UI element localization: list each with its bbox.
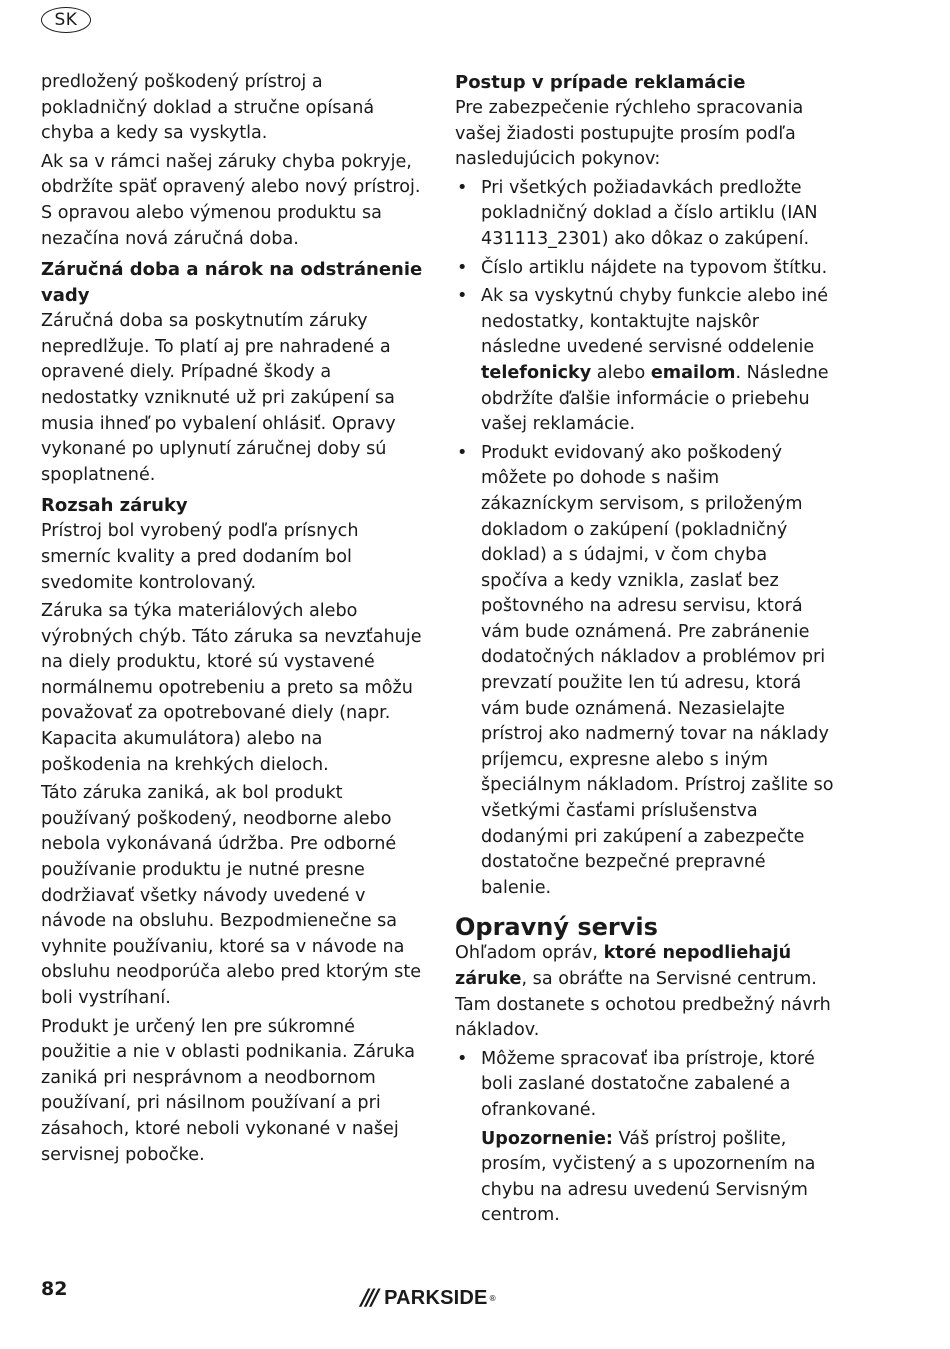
right-column: [455, 70, 835, 1232]
language-badge: [41, 7, 91, 33]
paragraph: Produkt je určený len pre súkromné použitie a nie v oblasti podnikania. Záruka zaniká pri nesprávnom a neodbornom používaní, pri násilnom používaní a pri zásahoch, ktoré neboli vykonané v našej servisnej pobočke.: [41, 1016, 416, 1165]
list-item: • Môžeme spracovať iba prístroje, ktoré boli zaslané dostatočne zabalené a ofrankované. Upozornenie: Váš prístroj pošlite, prosím, vyčistený a s upozornením na chybu na adresu uvedenú Servisným centrom.: [455, 1047, 835, 1229]
section-heading-repair-service: Opravný servis: [455, 913, 658, 942]
note: Upozornenie: Váš prístroj pošlite, prosím, vyčistený a s upozornením na chybu na adresu uvedenú Servisným centrom.: [481, 1128, 816, 1226]
brand-slashes-icon: ///: [361, 1285, 377, 1311]
paragraph: Ohľadom opráv, ktoré nepodliehajú záruke, sa obráťte na Servisné centrum. Tam dostanete s ochotou predbežný návrh nákladov.: [455, 943, 831, 1041]
language-code: SK: [54, 10, 78, 30]
emphasis: ktoré nepodliehajú záruke: [455, 943, 792, 989]
section-heading-claim-procedure: Postup v prípade reklamácie: [455, 72, 746, 93]
bullet-list: [455, 176, 835, 902]
paragraph: Záručná doba sa poskytnutím záruky nepredlžuje. To platí aj pre nahradené a opravené diely. Prípadné škody a nedostatky vzniknuté už pri zakúpení sa musia ihneď po vybalení ohlásiť. Opravy vykonané po uplynutí záručnej doby sú spoplatnené.: [41, 311, 396, 485]
paragraph: Záruka sa týka materiálových alebo výrobných chýb. Táto záruka sa nevzťahuje na diely produktu, ktoré sú vystavené normálnemu opotrebeniu a preto sa môžu považovať za opotrebované diely (napr. Kapacita akumulátora) alebo na poškodenia na krehkých dieloch.: [41, 601, 422, 775]
list-item: • Ak sa vyskytnú chyby funkcie alebo iné nedostatky, kontaktujte najskôr následne uvedené servisné oddelenie telefonicky alebo emailom. Následne obdržíte ďalšie informácie o priebehu vašej reklamácie.: [455, 284, 835, 438]
paragraph: Prístroj bol vyrobený podľa prísnych smerníc kvality a pred dodaním bol svedomite kontrolovaný.: [41, 521, 359, 593]
list-item: • Číslo artiklu nájdete na typovom štítku.: [455, 256, 835, 282]
brand-name: PARKSIDE: [384, 1286, 488, 1309]
bullet-list: [455, 1047, 835, 1229]
registered-mark: ®: [488, 1293, 497, 1303]
paragraph: Pre zabezpečenie rýchleho spracovania vašej žiadosti postupujte prosím podľa nasledujúcich pokynov:: [455, 98, 804, 170]
left-column: [41, 70, 423, 1171]
note-label: Upozornenie:: [481, 1128, 613, 1149]
emphasis-email: emailom: [650, 362, 736, 383]
paragraph: Táto záruka zaniká, ak bol produkt používaný poškodený, neodborne alebo nebola vykonávaná údržba. Pre odborné používanie produktu je nutné presne dodržiavať všetky návody uvedené v návode na obsluhu. Bezpodmienečne sa vyhnite používaniu, ktoré sa v návode na obsluhu neodporúča alebo pred ktorým ste boli vystríhaní.: [41, 783, 422, 1008]
list-item: • Produkt evidovaný ako poškodený môžete po dohode s našim zákazníckym servisom, s priloženým dokladom o zakúpení (pokladničný doklad) a s údajmi, v čom chyba spočíva a kedy vznikla, zaslať bez poštovného na adresu servisu, ktorá vám bude oznámená. Pre zabránenie dodatočných nákladov a problémov pri prevzatí použite len tú adresu, ktorá vám bude oznámená. Nezasielajte prístroj ako nadmerný tovar na náklady príjemcu, expresne alebo s iným špeciálnym nákladom. Prístroj zašlite so všetkými časťami príslušenstva dodanými pri zakúpení a zabezpečte dostatočne bezpečné prepravné balenie.: [455, 441, 835, 902]
page-number: 82: [41, 1278, 68, 1300]
paragraph: Ak sa v rámci našej záruky chyba pokryje, obdržíte späť opravený alebo nový prístroj. S opravou alebo výmenou produktu sa nezačína nová záručná doba.: [41, 151, 421, 249]
section-heading-warranty-period: Záručná doba a nárok na odstránenie vady: [41, 259, 423, 307]
list-item: • Pri všetkých požiadavkách predložte pokladničný doklad a číslo artiklu (IAN 431113_2301) ako dôkaz o zakúpení.: [455, 176, 835, 253]
brand-logo: [361, 1286, 497, 1310]
section-heading-warranty-scope: Rozsah záruky: [41, 495, 188, 517]
paragraph: predložený poškodený prístroj a pokladničný doklad a stručne opísaná chyba a kedy sa vyskytla.: [41, 72, 375, 144]
emphasis-phone: telefonicky: [481, 362, 592, 383]
